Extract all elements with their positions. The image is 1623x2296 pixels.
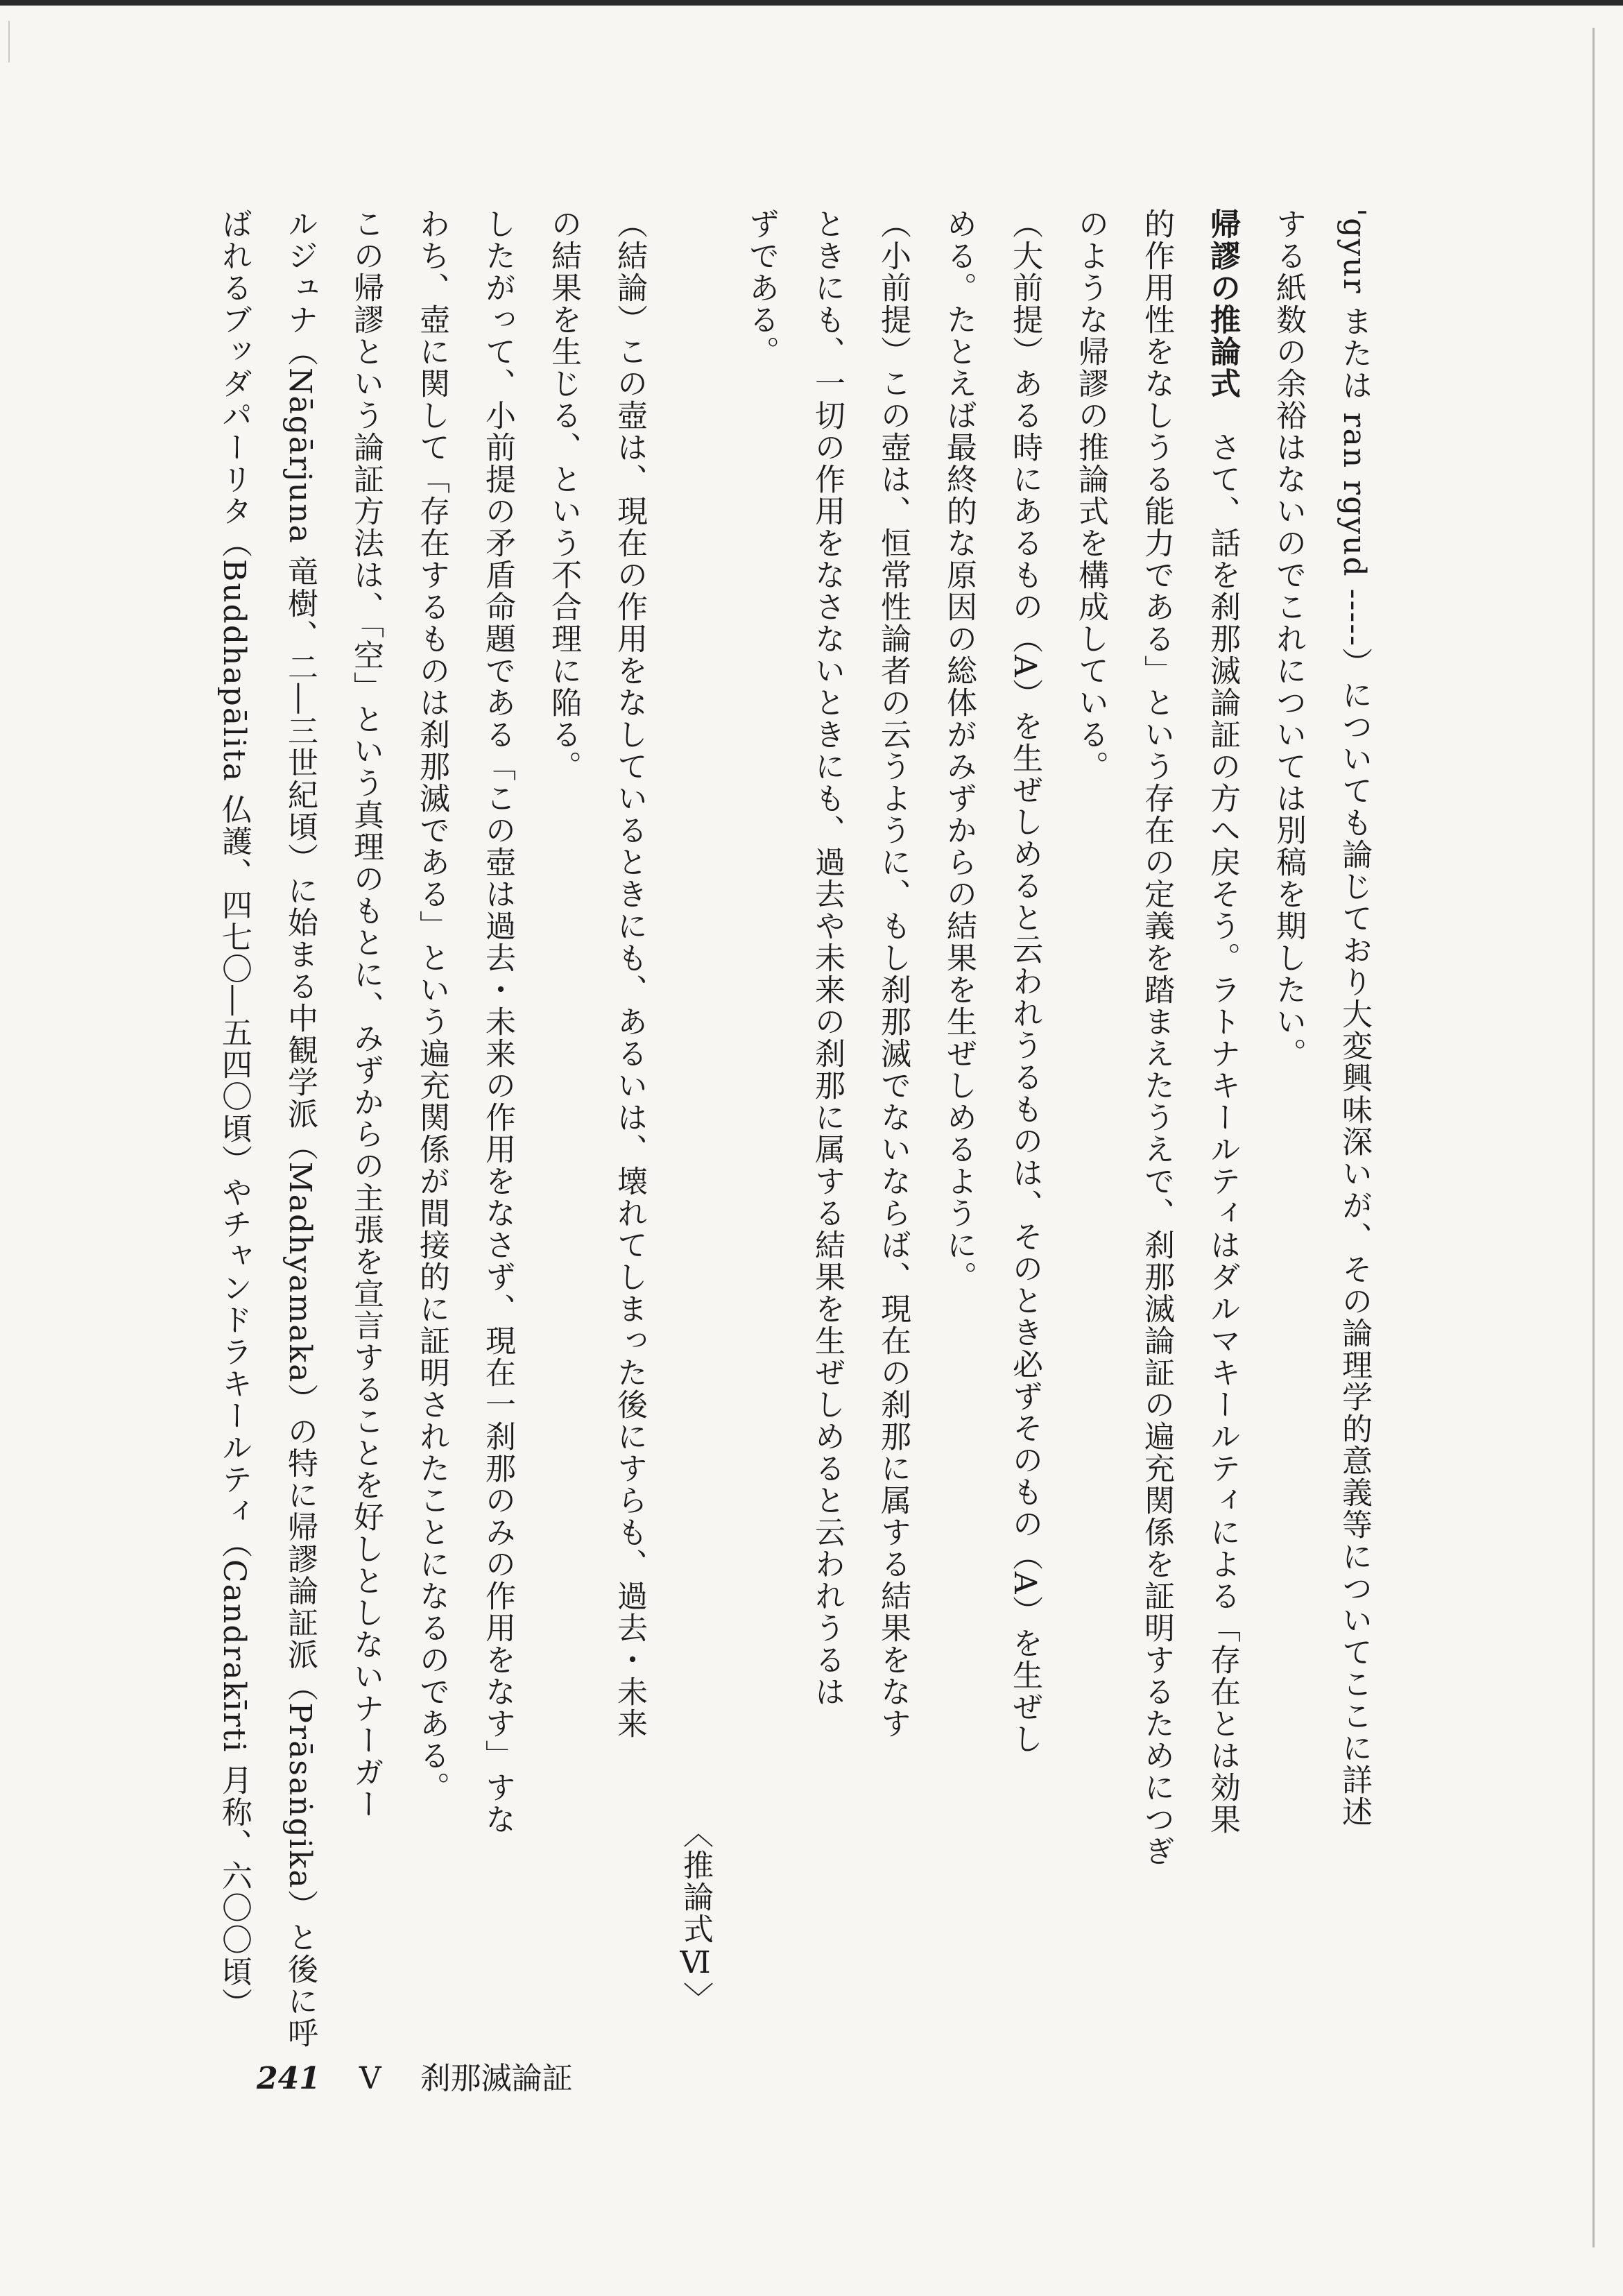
text-column: （大前提）ある時にあるもの（A）を生ぜしめると云われうるものは、そのとき必ずそのもの（A）を生ぜし — [1007, 208, 1042, 1755]
text-column: ルジュナ（Nāgārjuna 竜樹、二―三世紀頃）に始まる中観学派（Madhyamaka）の特に帰謬論証派（Prāsaṅgika）と後に呼 — [282, 208, 318, 2049]
scan-artifact-left — [8, 21, 10, 62]
text-column: する紙数の余裕はないのでこれについては別稿を期したい。 — [1271, 208, 1306, 1070]
text-column: （結論）この壺は、現在の作用をなしているときにも、あるいは、壊れてしまった後にすらも、過去・未来 — [612, 208, 647, 1740]
scan-artifact-right — [1592, 28, 1595, 2247]
page-footer — [257, 2053, 573, 2095]
section-heading: 帰謬の推論式 — [1205, 208, 1240, 400]
page-number: 241 — [257, 2061, 320, 2096]
text-column: ずである。 — [744, 208, 779, 368]
text-column: める。たとえば最終的な原因の総体がみずからの結果を生ぜしめるように。 — [941, 208, 977, 1293]
text-column: この帰謬という論証方法は、「空」という真理のもとに、みずからの主張を宣言することを好しとしないナーガー — [348, 208, 384, 1820]
vertical-text-body — [208, 208, 1387, 2081]
text-column: したがって、小前提の矛盾命題である「この壺は過去・未来の作用をなさず、現在一刹那のみの作用をなす」すな — [480, 208, 515, 1835]
chapter-number: Ⅴ — [359, 2061, 381, 2096]
text-column: の結果を生じる、という不合理に陥る。 — [546, 208, 581, 782]
chapter-title: 刹那滅論証 — [420, 2061, 573, 2096]
text-column: 的作用性をなしうる能力である」という存在の定義を踏まえたうえで、刹那滅論証の遍充関係を証明するためにつぎ — [1139, 208, 1174, 1867]
text-column: わち、壺に関して「存在するものは刹那滅である」という遍充関係が間接的に証明されたことになるのである。 — [414, 208, 449, 1804]
text-column: （小前提）この壺は、恒常性論者の云うように、もし刹那滅でないならば、現在の刹那に属する結果をなす — [875, 208, 911, 1740]
text-column: のような帰謬の推論式を構成している。 — [1073, 208, 1108, 782]
text-column: ときにも、一切の作用をなさないときにも、過去や未来の刹那に属する結果を生ぜしめると云われうるは — [809, 208, 845, 1708]
inference-label-column — [662, 208, 728, 2081]
text-column: 'gyur または ran rgyud -----）についても論じており大変興味深いが、その論理学的意義等についてここに詳述 — [1337, 208, 1372, 1828]
scan-top-border — [0, 0, 1623, 6]
text-column: 帰謬の推論式 さて、話を刹那滅論証の方へ戻そう。ラトナキールティはダルマキールティによる「存在とは効果 — [1205, 208, 1240, 1835]
inference-label: 〈推論式Ⅵ〉 — [678, 1817, 713, 2014]
text-column: ばれるブッダパーリタ（Buddhapālita 仏護、四七〇―五四〇頃）やチャンドラキールティ（Candrakīrti 月称、六〇〇頃） — [216, 208, 252, 2020]
